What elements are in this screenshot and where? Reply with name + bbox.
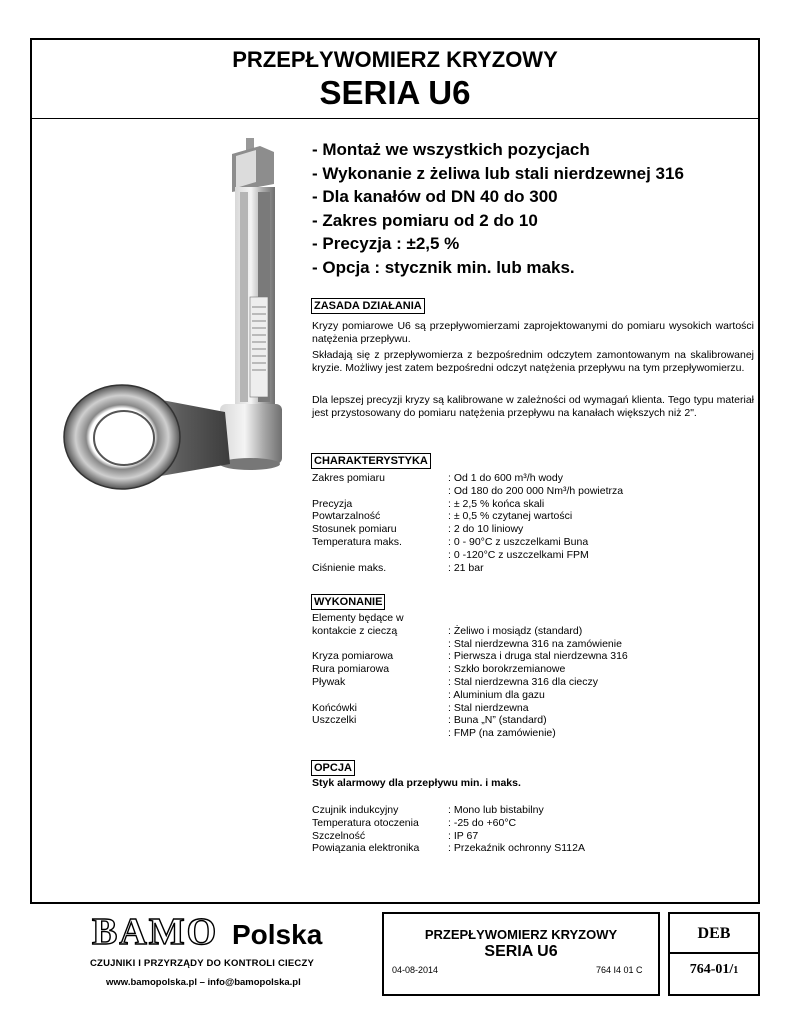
spec-value: : Żeliwo i mosiądz (standard) (448, 624, 583, 637)
spec-row (312, 472, 623, 485)
spec-value: : Aluminium dla gazu (448, 688, 545, 701)
spec-value: : Od 180 do 200 000 Nm³/h powietrza (448, 484, 624, 497)
section-title-zasada: ZASADA DZIAŁANIA (311, 298, 425, 314)
feature-item: - Precyzja : ±2,5 % (312, 234, 460, 253)
feature-item: - Zakres pomiaru od 2 do 10 (312, 210, 538, 230)
opcja-subtitle: Styk alarmowy dla przepływu min. i maks. (312, 777, 521, 789)
spec-row (312, 817, 585, 830)
section-title-charakterystyka: CHARAKTERYSTYKA (311, 453, 431, 469)
spec-value: : Stal nierdzewna (448, 701, 529, 714)
spec-value: : Buna „N” (standard) (448, 714, 547, 727)
spec-row (312, 676, 628, 689)
spec-key: Powtarzalność (312, 510, 381, 523)
spec-row (312, 804, 585, 817)
bamo-logo: BAMO (92, 911, 219, 953)
spec-row (312, 485, 623, 498)
spec-key: Ciśnienie maks. (312, 561, 387, 574)
spec-value: : IP 67 (448, 829, 479, 842)
footer-title: PRZEPŁYWOMIERZ KRYZOWY (424, 927, 618, 942)
spec-row (312, 842, 585, 855)
spec-row (312, 498, 623, 511)
spec-value: : 2 do 10 liniowy (448, 523, 524, 536)
spec-row (312, 562, 623, 575)
spec-key: Temperatura otoczenia (312, 816, 419, 829)
footer-series: SERIA U6 (484, 943, 558, 960)
spec-key (312, 549, 448, 562)
spec-key: Pływak (312, 675, 346, 688)
spec-key: Uszczelki (312, 714, 357, 727)
zasada-paragraph-3: Dla lepszej precyzji kryzy są kalibrowane w zależności od wymagań klienta. Tego typu materiał jest przystosowany do pomiaru natężenia przepływu na kanałach większych niż 2". (312, 394, 754, 419)
spec-row (312, 612, 628, 625)
spec-key: Czujnik indukcyjny (312, 804, 399, 816)
spec-key (312, 727, 448, 740)
spec-key (312, 485, 448, 498)
spec-key: Temperatura maks. (312, 535, 402, 548)
spec-row (312, 663, 628, 676)
spec-value: : Mono lub bistabilny (448, 804, 544, 816)
spec-key (312, 638, 448, 651)
company-tagline: CZUJNIKI I PRZYRZĄDY DO KONTROLI CIECZY (90, 958, 315, 969)
feature-item: - Opcja : stycznik min. lub maks. (312, 257, 575, 277)
spec-row (312, 510, 623, 523)
header-series: SERIA U6 (319, 74, 471, 111)
spec-key: Szczelność (312, 829, 366, 842)
spec-key: Precyzja (312, 497, 353, 510)
header-divider (30, 118, 760, 119)
spec-value: : 21 bar (448, 561, 484, 574)
spec-key: Zakres pomiaru (312, 472, 385, 484)
spec-key: Końcówki (312, 701, 357, 714)
spec-row (312, 536, 623, 549)
spec-value: : Przekaźnik ochronny S112A (448, 842, 585, 855)
spec-key: Kryza pomiarowa (312, 650, 394, 663)
logo-polska-text: Polska (232, 919, 323, 950)
spec-key: Powiązania elektronika (312, 842, 420, 855)
spec-row (312, 727, 628, 740)
spec-row (312, 714, 628, 727)
spec-row (312, 650, 628, 663)
spec-row (312, 625, 628, 638)
zasada-paragraph-1: Kryzy pomiarowe U6 są przepływomierzami zaprojektowanymi do pomiaru wysokich wartości natężenia przepływu. (312, 320, 754, 345)
section-title-wykonanie: WYKONANIE (311, 594, 385, 610)
footer-doc-code: 764 I4 01 C (596, 965, 643, 975)
spec-value: : Stal nierdzewna 316 dla cieczy (448, 675, 598, 688)
spec-key: Rura pomiarowa (312, 663, 390, 676)
product-image (60, 132, 300, 502)
charakterystyka-table (312, 472, 623, 574)
footer-ref-divider (668, 952, 760, 954)
header-title: PRZEPŁYWOMIERZ KRYZOWY (232, 47, 558, 72)
spec-key: Elementy będące w (312, 612, 404, 624)
footer-ref-page: 1 (733, 965, 739, 976)
wykonanie-table (312, 612, 628, 740)
spec-value: : ± 0,5 % czytanej wartości (448, 510, 573, 523)
spec-value: : FMP (na zamówienie) (448, 727, 556, 740)
spec-value: : Od 1 do 600 m³/h wody (448, 472, 563, 484)
spec-key (312, 689, 448, 702)
footer-ref-number: 764-01/ (689, 962, 734, 977)
spec-value: : Szkło borokrzemianowe (448, 663, 566, 676)
spec-key: kontakcie z cieczą (312, 624, 398, 637)
feature-item: - Dla kanałów od DN 40 do 300 (312, 187, 558, 206)
spec-row (312, 549, 623, 562)
section-title-opcja: OPCJA (311, 760, 355, 776)
company-contact: www.bamopolska.pl – info@bamopolska.pl (106, 977, 301, 988)
spec-row (312, 523, 623, 536)
footer-ref (668, 962, 760, 978)
spec-row (312, 830, 585, 843)
spec-row (312, 702, 628, 715)
feature-list (312, 138, 684, 279)
spec-row (312, 689, 628, 702)
opcja-table (312, 804, 585, 855)
spec-key: Stosunek pomiaru (312, 523, 397, 536)
spec-value: : ± 2,5 % końca skali (448, 497, 545, 510)
spec-row (312, 638, 628, 651)
feature-item: - Wykonanie z żeliwa lub stali nierdzewnej 316 (312, 163, 684, 183)
spec-value: : Pierwsza i druga stal nierdzewna 316 (448, 650, 628, 663)
spec-value: : Stal nierdzewna 316 na zamówienie (448, 637, 622, 650)
spec-value: : 0 -120°C z uszczelkami FPM (448, 548, 589, 561)
zasada-paragraph-2: Składają się z przepływomierza z bezpośrednim odczytem zamontowanym na skalibrowanej kryzie. Możliwy jest zatem bezpośredni odczyt natężenia przepływu na tym przepływomierzu. (312, 349, 754, 374)
spec-value: : 0 - 90°C z uszczelkami Buna (448, 535, 589, 548)
footer-deb: DEB (697, 925, 731, 942)
feature-item: - Montaż we wszystkich pozycjach (312, 140, 590, 159)
footer-date: 04-08-2014 (392, 965, 439, 975)
spec-value: : -25 do +60°C (448, 816, 517, 829)
